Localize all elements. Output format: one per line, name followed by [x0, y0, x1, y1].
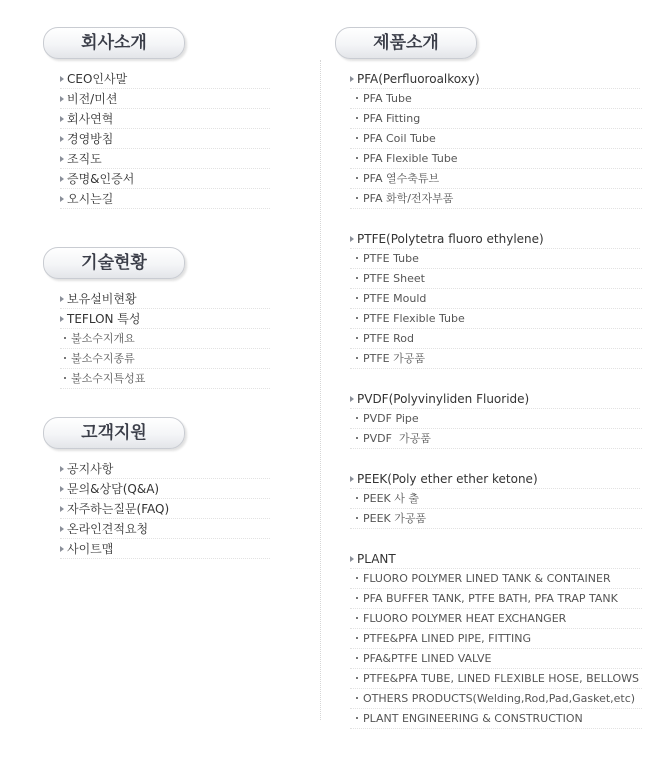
arrow-right-icon: [60, 176, 64, 182]
product-item[interactable]: PTFE Rod: [350, 329, 642, 349]
bullet-icon: [356, 657, 358, 659]
menu-item-sitemap[interactable]: 사이트맵: [60, 539, 270, 559]
product-group-pvdf: [350, 389, 642, 449]
products-section-title[interactable]: 제품소개: [335, 27, 477, 59]
bullet-icon: [356, 437, 358, 439]
bullet-icon: [356, 677, 358, 679]
submenu-item-properties[interactable]: 불소수지특성표: [60, 369, 270, 389]
bullet-icon: [356, 417, 358, 419]
arrow-right-icon: [60, 316, 64, 322]
arrow-right-icon: [60, 526, 64, 532]
arrow-right-icon: [60, 96, 64, 102]
bullet-icon: [64, 377, 66, 379]
bullet-icon: [356, 317, 358, 319]
product-item[interactable]: PTFE 가공품: [350, 349, 642, 369]
menu-item-equipment[interactable]: 보유설비현황: [60, 289, 270, 309]
bullet-icon: [356, 197, 358, 199]
arrow-right-icon: [350, 556, 354, 562]
product-item[interactable]: PFA BUFFER TANK, PTFE BATH, PFA TRAP TANK: [350, 589, 642, 609]
product-item[interactable]: PTFE Sheet: [350, 269, 642, 289]
menu-item-quote[interactable]: 온라인견적요청: [60, 519, 270, 539]
arrow-right-icon: [350, 236, 354, 242]
product-item[interactable]: PEEK 가공품: [350, 509, 642, 529]
product-item[interactable]: FLUORO POLYMER LINED TANK & CONTAINER: [350, 569, 642, 589]
menu-item-organization[interactable]: 조직도: [60, 149, 270, 169]
product-item[interactable]: PTFE Tube: [350, 249, 642, 269]
company-menu: [60, 69, 270, 209]
bullet-icon: [356, 617, 358, 619]
bullet-icon: [356, 137, 358, 139]
menu-item-certificates[interactable]: 증명&인증서: [60, 169, 270, 189]
product-group-peek: [350, 469, 642, 529]
product-item[interactable]: FLUORO POLYMER HEAT EXCHANGER: [350, 609, 642, 629]
submenu-item-overview[interactable]: 불소수지개요: [60, 329, 270, 349]
product-item[interactable]: PFA Coil Tube: [350, 129, 642, 149]
product-item[interactable]: OTHERS PRODUCTS(Welding,Rod,Pad,Gasket,etc): [350, 689, 642, 709]
menu-item-qna[interactable]: 문의&상담(Q&A): [60, 479, 270, 499]
menu-item-history[interactable]: 회사연혁: [60, 109, 270, 129]
arrow-right-icon: [60, 136, 64, 142]
product-item[interactable]: PTFE Mould: [350, 289, 642, 309]
bullet-icon: [356, 297, 358, 299]
bullet-icon: [356, 697, 358, 699]
tech-menu: [60, 289, 270, 389]
product-item[interactable]: PTFE&PFA LINED PIPE, FITTING: [350, 629, 642, 649]
product-group-head[interactable]: PEEK(Poly ether ether ketone): [350, 469, 640, 489]
bullet-icon: [356, 97, 358, 99]
arrow-right-icon: [60, 156, 64, 162]
bullet-icon: [356, 357, 358, 359]
support-section-title[interactable]: 고객지원: [43, 417, 185, 449]
arrow-right-icon: [350, 396, 354, 402]
product-item[interactable]: PFA&PTFE LINED VALVE: [350, 649, 642, 669]
bullet-icon: [356, 177, 358, 179]
bullet-icon: [356, 517, 358, 519]
menu-item-vision[interactable]: 비전/미션: [60, 89, 270, 109]
arrow-right-icon: [60, 76, 64, 82]
bullet-icon: [356, 637, 358, 639]
bullet-icon: [64, 357, 66, 359]
bullet-icon: [356, 157, 358, 159]
column-divider: [320, 60, 321, 720]
product-item[interactable]: PFA Tube: [350, 89, 642, 109]
bullet-icon: [356, 577, 358, 579]
arrow-right-icon: [350, 76, 354, 82]
product-item[interactable]: PEEK 사 출: [350, 489, 642, 509]
menu-item-ceo[interactable]: CEO인사말: [60, 69, 270, 89]
arrow-right-icon: [60, 196, 64, 202]
support-menu: [60, 459, 270, 559]
arrow-right-icon: [60, 506, 64, 512]
product-item[interactable]: PVDF Pipe: [350, 409, 642, 429]
arrow-right-icon: [60, 296, 64, 302]
arrow-right-icon: [60, 466, 64, 472]
product-group-pfa: [350, 69, 642, 209]
submenu-item-types[interactable]: 불소수지종류: [60, 349, 270, 369]
product-group-head[interactable]: PTFE(Polytetra fluoro ethylene): [350, 229, 640, 249]
product-group-head[interactable]: PVDF(Polyvinyliden Fluoride): [350, 389, 640, 409]
arrow-right-icon: [60, 546, 64, 552]
arrow-right-icon: [60, 486, 64, 492]
bullet-icon: [356, 337, 358, 339]
company-section-title[interactable]: 회사소개: [43, 27, 185, 59]
bullet-icon: [64, 337, 66, 339]
product-group-head[interactable]: PFA(Perfluoroalkoxy): [350, 69, 640, 89]
tech-section-title[interactable]: 기술현황: [43, 247, 185, 279]
product-item[interactable]: PTFE&PFA TUBE, LINED FLEXIBLE HOSE, BELLOWS: [350, 669, 642, 689]
product-item[interactable]: PFA Flexible Tube: [350, 149, 642, 169]
product-group-plant: [350, 549, 642, 729]
product-item[interactable]: PFA Fitting: [350, 109, 642, 129]
product-item[interactable]: PLANT ENGINEERING & CONSTRUCTION: [350, 709, 642, 729]
menu-item-faq[interactable]: 자주하는질문(FAQ): [60, 499, 270, 519]
bullet-icon: [356, 277, 358, 279]
product-item[interactable]: PFA 화학/전자부품: [350, 189, 642, 209]
product-item[interactable]: PFA 열수축튜브: [350, 169, 642, 189]
product-item[interactable]: PVDF 가공품: [350, 429, 642, 449]
bullet-icon: [356, 117, 358, 119]
bullet-icon: [356, 597, 358, 599]
arrow-right-icon: [60, 116, 64, 122]
menu-item-teflon[interactable]: TEFLON 특성: [60, 309, 270, 329]
bullet-icon: [356, 717, 358, 719]
menu-item-policy[interactable]: 경영방침: [60, 129, 270, 149]
arrow-right-icon: [350, 476, 354, 482]
product-group-head[interactable]: PLANT: [350, 549, 640, 569]
bullet-icon: [356, 497, 358, 499]
product-item[interactable]: PTFE Flexible Tube: [350, 309, 642, 329]
product-group-ptfe: [350, 229, 642, 369]
menu-item-directions[interactable]: 오시는길: [60, 189, 270, 209]
menu-item-notice[interactable]: 공지사항: [60, 459, 270, 479]
bullet-icon: [356, 257, 358, 259]
